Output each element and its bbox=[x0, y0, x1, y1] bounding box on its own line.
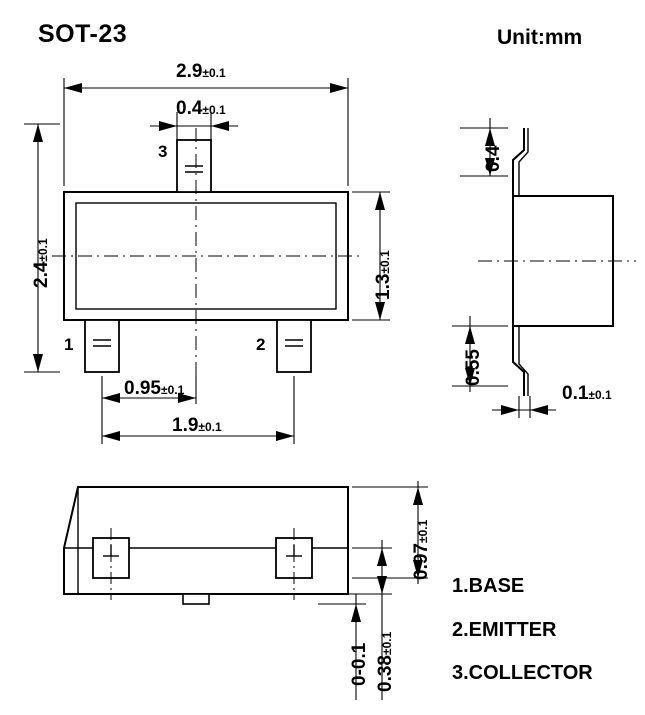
dimension-2.4: 2.4±0.1 bbox=[31, 238, 52, 288]
legend-item-emitter: 2.EMITTER bbox=[452, 619, 557, 641]
dimension-2.9: 2.9±0.1 bbox=[176, 61, 226, 82]
dimension-0-0.1: 0-0.1 bbox=[349, 642, 370, 686]
dimension-0.1: 0.1±0.1 bbox=[562, 383, 612, 404]
dimension-1.9: 1.9±0.1 bbox=[172, 415, 222, 436]
dimension-0.97: 0.97±0.1 bbox=[411, 519, 432, 580]
legend-item-collector: 3.COLLECTOR bbox=[452, 662, 593, 684]
pin-number-1: 1 bbox=[64, 335, 74, 354]
dimension-0.95: 0.95±0.1 bbox=[124, 378, 185, 399]
legend-item-base: 1.BASE bbox=[452, 575, 525, 597]
dimension-0.55: 0.55 bbox=[463, 349, 484, 386]
dimension-0.4-side: 0.4 bbox=[483, 145, 504, 172]
dimension-0.38: 0.38±0.1 bbox=[375, 631, 396, 692]
pin-number-3: 3 bbox=[158, 142, 168, 161]
pin-number-2: 2 bbox=[256, 335, 266, 354]
dimension-1.3: 1.3±0.1 bbox=[373, 250, 394, 300]
drawing-title: SOT-23 bbox=[38, 20, 128, 48]
unit-note: Unit:mm bbox=[497, 26, 583, 49]
dimension-0.4-top: 0.4±0.1 bbox=[176, 98, 226, 119]
